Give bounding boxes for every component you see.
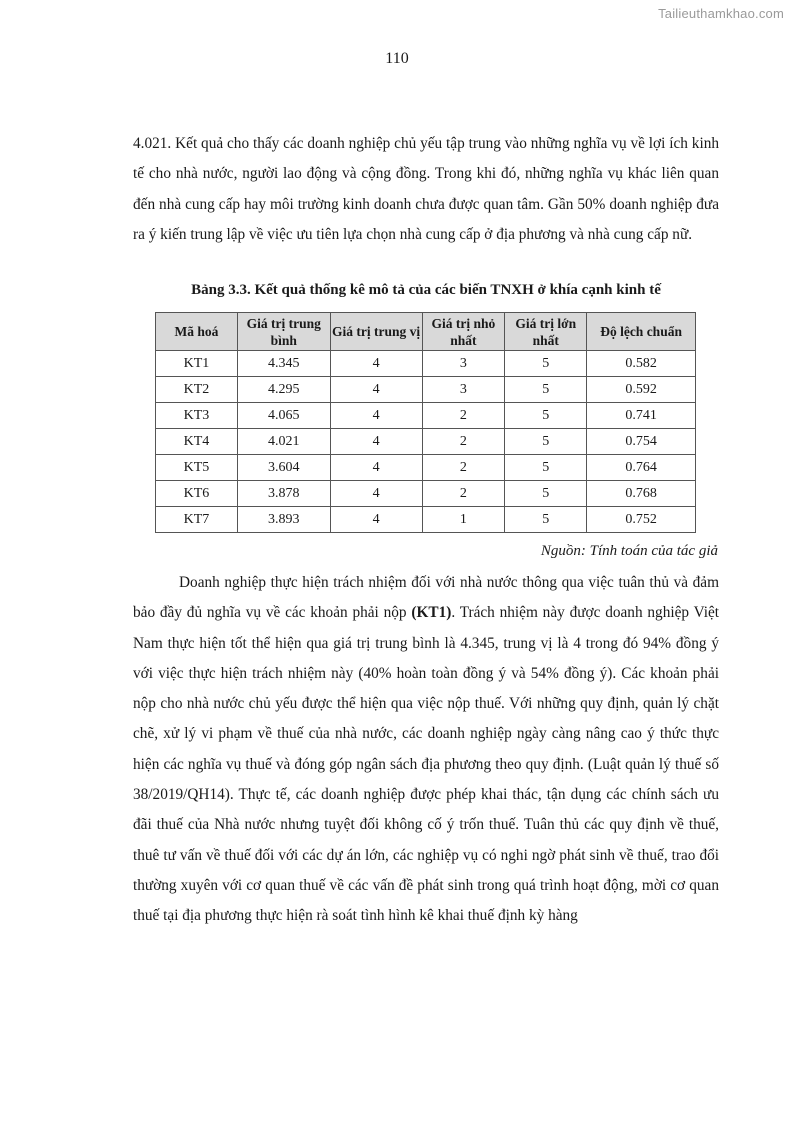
body-bold-code: (KT1) [411,604,452,622]
cell-std-dev: 0.741 [587,403,696,429]
cell-code: KT5 [156,455,238,481]
cell-std-dev: 0.582 [587,351,696,377]
cell-std-dev: 0.768 [587,481,696,507]
body-text-before: Doanh nghiệp thực hiện trách nhiệm đối với nhà nước thông qua việc tuân thủ và đảm bảo đầy đủ nghĩa vụ về các khoản phải nộp [133,574,719,622]
table-row [156,429,696,455]
cell-max: 5 [505,403,587,429]
cell-median: 4 [330,351,422,377]
cell-code: KT7 [156,507,238,533]
cell-mean: 3.878 [237,481,330,507]
cell-std-dev: 0.764 [587,455,696,481]
body-paragraph [133,568,719,932]
table-row [156,377,696,403]
cell-code: KT1 [156,351,238,377]
cell-max: 5 [505,455,587,481]
cell-code: KT3 [156,403,238,429]
table-row [156,455,696,481]
table-row [156,351,696,377]
cell-min: 2 [422,481,505,507]
cell-mean: 4.295 [237,377,330,403]
cell-min: 1 [422,507,505,533]
table-caption: Bảng 3.3. Kết quả thống kê mô tả của các biến TNXH ở khía cạnh kinh tế [191,282,661,298]
cell-median: 4 [330,507,422,533]
statistics-table [155,312,696,533]
cell-median: 4 [330,377,422,403]
table-source: Nguồn: Tính toán của tác giả [540,543,718,559]
cell-max: 5 [505,377,587,403]
cell-mean: 4.345 [237,351,330,377]
cell-min: 3 [422,377,505,403]
cell-median: 4 [330,429,422,455]
header-median: Giá trị trung vị [330,313,422,351]
cell-max: 5 [505,507,587,533]
table-row [156,403,696,429]
cell-mean: 4.065 [237,403,330,429]
intro-paragraph: 4.021. Kết quả cho thấy các doanh nghiệp chủ yếu tập trung vào những nghĩa vụ về lợi ích kinh tế cho nhà nước, người lao động và cộng đồng. Trong khi đó, những nghĩa vụ khác liên quan đến nhà cung cấp hay môi trường kinh doanh chưa được quan tâm. Gần 50% doanh nghiệp đưa ra ý kiến trung lập về việc ưu tiên lựa chọn nhà cung cấp ở địa phương và nhà cung cấp nữ. [133,135,719,243]
cell-code: KT2 [156,377,238,403]
header-max: Giá trị lớn nhất [505,313,587,351]
cell-std-dev: 0.752 [587,507,696,533]
cell-code: KT6 [156,481,238,507]
cell-median: 4 [330,455,422,481]
cell-min: 2 [422,455,505,481]
cell-mean: 3.604 [237,455,330,481]
cell-median: 4 [330,403,422,429]
header-min: Giá trị nhỏ nhất [422,313,505,351]
cell-std-dev: 0.754 [587,429,696,455]
cell-min: 2 [422,429,505,455]
cell-code: KT4 [156,429,238,455]
table-header-row [156,313,696,351]
watermark: Tailieuthamkhao.com [658,6,784,21]
body-text-after: . Trách nhiệm này được doanh nghiệp Việt Nam thực hiện tốt thể hiện qua giá trị trung bình là 4.345, trung vị là 4 trong đó 94% đồng ý với việc thực hiện trách nhiệm này (40% hoàn toàn đồng ý và 54% đồng ý). Các khoản phải nộp cho nhà nước chủ yếu được thể hiện qua việc nộp thuế. Với những quy định, quản lý chặt chẽ, xử lý vi phạm về thuế của nhà nước, các doanh nghiệp ngày càng nâng cao ý thức thực hiện các nghĩa vụ thuế và đóng góp ngân sách địa phương theo quy định. (Luật quản lý thuế số 38/2019/QH14). Thực tế, các doanh nghiệp được phép khai thác, tận dụng các chính sách ưu đãi thuế của Nhà nước nhưng tuyệt đối không cố ý trốn thuế. Tuân thủ các quy định về thuế, thuê tư vấn về thuế đối với các dự án lớn, các nghiệp vụ có nghi ngờ phát sinh về thuế, trao đổi thường xuyên với cơ quan thuế về các vấn đề phát sinh trong quá trình hoạt động, mời cơ quan thuế tại địa phương thực hiện rà soát tình hình kê khai thuế định kỳ hàng [133,604,719,925]
cell-mean: 4.021 [237,429,330,455]
cell-max: 5 [505,351,587,377]
cell-std-dev: 0.592 [587,377,696,403]
header-mean: Giá trị trung bình [237,313,330,351]
cell-median: 4 [330,481,422,507]
table-row [156,481,696,507]
cell-max: 5 [505,429,587,455]
cell-min: 3 [422,351,505,377]
cell-mean: 3.893 [237,507,330,533]
page-number: 110 [385,50,409,67]
cell-min: 2 [422,403,505,429]
header-std-dev: Độ lệch chuẩn [587,313,696,351]
cell-max: 5 [505,481,587,507]
table-row [156,507,696,533]
header-code: Mã hoá [156,313,238,351]
